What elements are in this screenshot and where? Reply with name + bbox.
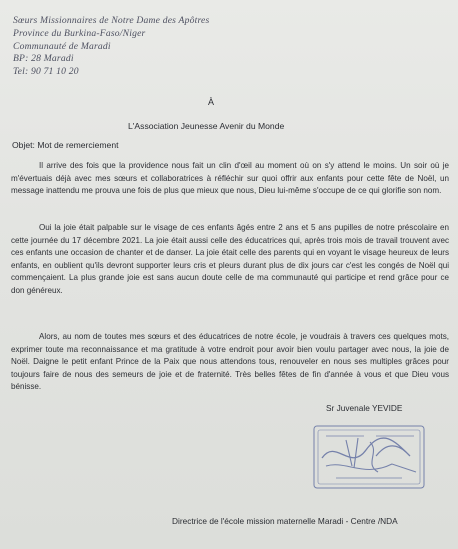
official-stamp	[306, 420, 430, 500]
paragraph-text: Alors, au nom de toutes mes sœurs et des éducatrices de notre école, je voudrais à travers ces quelques mots, exprimer toute ma reconnaissance et ma gratitude à votre endroit pour avoir bien voulu partager avec nous, la joie de Noël. Daigne le petit enfant Prince de la Paix que nous attendons tous, renouveler en nous ses multiples grâces pour toujours faire de nous des semeurs de joie et de fraternité. Très belles fêtes de fin d'année à vous et que Dieu vous bénisse.	[11, 332, 449, 392]
signer-title: Directrice de l'école mission maternelle Maradi - Centre /NDA	[172, 516, 398, 526]
addressee-name: L'Association Jeunesse Avenir du Monde	[128, 121, 285, 131]
sender-line: Communauté de Maradi	[13, 40, 111, 52]
subject-line: Objet: Mot de remerciement	[12, 140, 119, 150]
signer-name: Sr Juvenale YEVIDE	[326, 403, 403, 413]
body-paragraph	[11, 331, 449, 394]
sender-line: BP: 28 Maradi	[13, 53, 74, 65]
sender-line: Province du Burkina-Faso/Niger	[13, 27, 146, 39]
addressee-prefix: À	[208, 97, 215, 107]
paragraph-text: Oui la joie était palpable sur le visage de ces enfants âgés entre 2 ans et 5 ans pupilles de notre préscolaire en cette journée du 17 décembre 2021. La joie était aussi celle des éducatrices qui, après trois mois de travail trouvent avec ces enfants une occasion de chanter et de danser. La joie était celle des parents qui en voyant le visage heureux de leurs enfants, en oublient qu'ils devront supporter leurs cris et pleurs durant plus de dix jours car c'est les congés de Noël qui commençaient. La plus grande joie est sans aucun doute celle de ma communauté qui participe et rend grâce pour ce don généreux.	[11, 223, 449, 295]
body-paragraph	[11, 222, 449, 298]
sender-line: Sœurs Missionnaires de Notre Dame des Apôtres	[13, 15, 210, 26]
sender-address	[13, 15, 209, 79]
paragraph-text: Il arrive des fois que la providence nous fait un clin d'œil au moment où on s'y attend le moins. Un soir où je m'évertuais déjà avec mes sœurs et collaboratrices à réfléchir sur quoi offrir aux enfants pour cette fête de Noël, un message inattendu me prouva une fois de plus que mieux que nous, Dieu lui-même s'occupe de ce qui glorifie son nom.	[11, 161, 449, 196]
sender-line: Tel: 90 71 10 20	[13, 66, 79, 78]
body-paragraph	[11, 160, 449, 198]
